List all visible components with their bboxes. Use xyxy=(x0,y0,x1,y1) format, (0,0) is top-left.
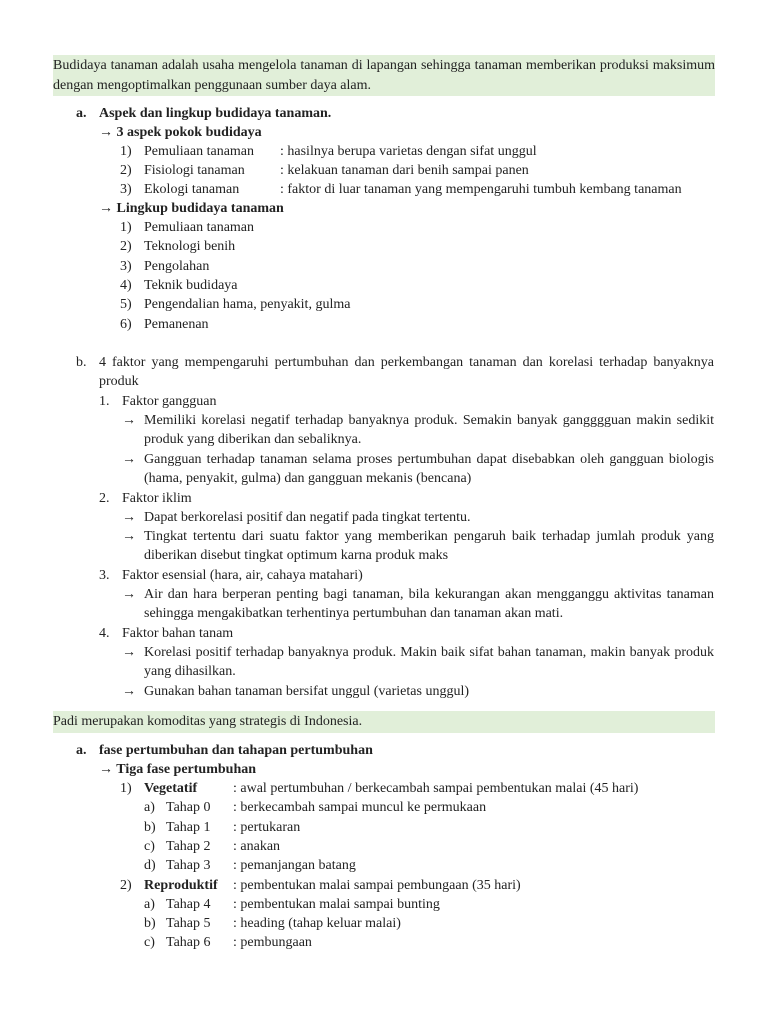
rep-stage-term-5: Tahap 5 xyxy=(166,916,211,931)
arrow-icon: → xyxy=(122,645,136,660)
lingkup-item-5: Pengendalian hama, penyakit, gulma xyxy=(144,297,351,312)
aspek-desc-3: : faktor di luar tanaman yang mempengaruhi tumbuh kembang tanaman xyxy=(280,182,682,197)
veg-stage-num-3: d) xyxy=(144,858,156,873)
fase-heading: → Tiga fase pertumbuhan xyxy=(99,762,257,777)
veg-stage-desc-0: : berkecambah sampai muncul ke permukaan xyxy=(233,800,487,815)
reproduktif-term: Reproduktif xyxy=(144,878,218,893)
rep-stage-num-6: c) xyxy=(144,935,155,950)
faktor-num-2: 2. xyxy=(99,491,110,506)
arrow-icon: → xyxy=(122,529,136,544)
lingkup-num-2: 2) xyxy=(120,239,132,254)
veg-stage-num-1: b) xyxy=(144,820,156,835)
lingkup-num-1: 1) xyxy=(120,220,132,235)
lingkup-num-6: 6) xyxy=(120,317,132,332)
aspek-term-3: Ekologi tanaman xyxy=(144,182,240,197)
section-a-marker: a. xyxy=(76,106,87,121)
rep-stage-num-4: a) xyxy=(144,897,155,912)
rep-stage-term-4: Tahap 4 xyxy=(166,897,211,912)
faktor-2-point-1: Dapat berkorelasi positif dan negatif pada tingkat tertentu. xyxy=(144,510,471,525)
faktor-3-point-1: Air dan hara berperan penting bagi tanaman, bila kekurangan akan mengganggu aktivitas tanaman sehingga mengakibatkan terhentinya pertumbuhan dan tanaman akan mati. xyxy=(144,587,714,621)
lingkup-num-5: 5) xyxy=(120,297,132,312)
intro-paragraph: Budidaya tanaman adalah usaha mengelola tanaman di lapangan sehingga tanaman memberikan produksi maksimum dengan mengoptimalkan penggunaan sumber daya alam. xyxy=(53,58,715,93)
arrow-icon: → xyxy=(122,684,136,699)
aspek-term-2: Fisiologi tanaman xyxy=(144,163,245,178)
veg-stage-num-0: a) xyxy=(144,800,155,815)
arrow-icon: → xyxy=(122,510,136,525)
section-b-title: 4 faktor yang mempengaruhi pertumbuhan dan perkembangan tanaman dan korelasi terhadap banyaknya produk xyxy=(99,355,714,389)
padi-paragraph-highlight xyxy=(53,711,715,733)
rep-stage-desc-4: : pembentukan malai sampai bunting xyxy=(233,897,440,912)
rep-stage-desc-5: : heading (tahap keluar malai) xyxy=(233,916,401,931)
section-c-title: fase pertumbuhan dan tahapan pertumbuhan xyxy=(99,743,373,758)
rep-stage-num-5: b) xyxy=(144,916,156,931)
faktor-num-3: 3. xyxy=(99,568,110,583)
arrow-icon: → xyxy=(122,587,136,602)
faktor-1-point-1: Memiliki korelasi negatif terhadap banyaknya produk. Semakin banyak gangggguan makin sedikit produk yang diberikan dan sebaliknya. xyxy=(144,413,714,447)
veg-stage-term-2: Tahap 2 xyxy=(166,839,211,854)
faktor-title-1: Faktor gangguan xyxy=(122,394,217,409)
vegetatif-num: 1) xyxy=(120,781,132,796)
aspek-desc-1: : hasilnya berupa varietas dengan sifat unggul xyxy=(280,144,537,159)
veg-stage-desc-2: : anakan xyxy=(233,839,281,854)
aspek-term-1: Pemuliaan tanaman xyxy=(144,144,255,159)
section-c-marker: a. xyxy=(76,743,87,758)
arrow-icon: → xyxy=(122,452,136,467)
reproduktif-desc: : pembentukan malai sampai pembungaan (35 hari) xyxy=(233,878,521,893)
section-a-title: Aspek dan lingkup budidaya tanaman. xyxy=(99,106,332,121)
vegetatif-desc: : awal pertumbuhan / berkecambah sampai pembentukan malai (45 hari) xyxy=(233,781,639,796)
rep-stage-desc-6: : pembungaan xyxy=(233,935,312,950)
faktor-title-3: Faktor esensial (hara, air, cahaya matahari) xyxy=(122,568,363,583)
section-b-marker: b. xyxy=(76,355,87,370)
faktor-2-point-2: Tingkat tertentu dari suatu faktor yang memberikan pengaruh baik terhadap jumlah produk yang diberikan disebut tingkat optimum karna produk maks xyxy=(144,529,714,563)
faktor-title-4: Faktor bahan tanam xyxy=(122,626,234,641)
lingkup-item-4: Teknik budidaya xyxy=(144,278,238,293)
veg-stage-desc-3: : pemanjangan batang xyxy=(233,858,356,873)
intro-paragraph-highlight xyxy=(53,55,715,96)
faktor-title-2: Faktor iklim xyxy=(122,491,192,506)
faktor-1-point-2: Gangguan terhadap tanaman selama proses pertumbuhan dapat disebabkan oleh gangguan biologis (hama, penyakit, gulma) dan gangguan mekanis (bencana) xyxy=(144,452,714,486)
padi-paragraph: Padi merupakan komoditas yang strategis di Indonesia. xyxy=(53,714,363,729)
aspek-desc-2: : kelakuan tanaman dari benih sampai panen xyxy=(280,163,529,178)
faktor-4-point-2: Gunakan bahan tanaman bersifat unggul (varietas unggul) xyxy=(144,684,470,699)
lingkup-num-3: 3) xyxy=(120,259,132,274)
faktor-4-point-1: Korelasi positif terhadap banyaknya produk. Makin baik sifat bahan tanaman, makin banyak produk yang dihasilkan. xyxy=(144,645,714,679)
veg-stage-term-0: Tahap 0 xyxy=(166,800,211,815)
vegetatif-term: Vegetatif xyxy=(144,781,198,796)
veg-stage-term-1: Tahap 1 xyxy=(166,820,211,835)
lingkup-heading: → Lingkup budidaya tanaman xyxy=(99,201,284,216)
faktor-num-1: 1. xyxy=(99,394,110,409)
aspek-heading: → 3 aspek pokok budidaya xyxy=(99,125,262,140)
lingkup-item-3: Pengolahan xyxy=(144,259,210,274)
lingkup-item-1: Pemuliaan tanaman xyxy=(144,220,255,235)
rep-stage-term-6: Tahap 6 xyxy=(166,935,211,950)
veg-stage-desc-1: : pertukaran xyxy=(233,820,301,835)
lingkup-num-4: 4) xyxy=(120,278,132,293)
aspek-num-3: 3) xyxy=(120,182,132,197)
faktor-num-4: 4. xyxy=(99,626,110,641)
lingkup-item-6: Pemanenan xyxy=(144,317,209,332)
veg-stage-num-2: c) xyxy=(144,839,155,854)
reproduktif-num: 2) xyxy=(120,878,132,893)
arrow-icon: → xyxy=(122,413,136,428)
aspek-num-2: 2) xyxy=(120,163,132,178)
veg-stage-term-3: Tahap 3 xyxy=(166,858,211,873)
lingkup-item-2: Teknologi benih xyxy=(144,239,236,254)
aspek-num-1: 1) xyxy=(120,144,132,159)
